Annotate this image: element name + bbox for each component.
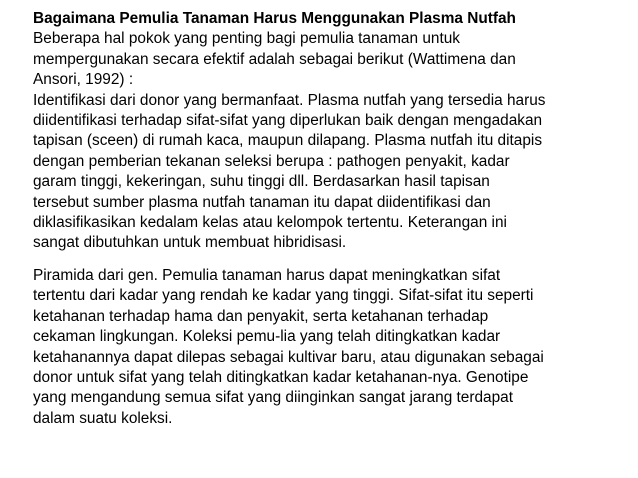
- slide-title: Bagaimana Pemulia Tanaman Harus Menggunakan Plasma Nutfah: [33, 10, 516, 27]
- paragraph-line: ketahanannya dapat dilepas sebagai kultivar baru, atau digunakan sebagai: [33, 348, 544, 366]
- paragraph-line: tapisan (sceen) di rumah kaca, maupun dilapang. Plasma nutfah itu ditapis: [33, 132, 543, 150]
- paragraph-line: garam tinggi, kekeringan, suhu tinggi dll. Berdasarkan hasil tapisan: [33, 173, 490, 191]
- paragraph-line: diidentifikasi terhadap sifat-sifat yang diperlukan baik dengan mengadakan: [33, 112, 543, 130]
- paragraph-line: tertentu dari kadar yang rendah ke kadar yang tinggi. Sifat-sifat itu seperti: [33, 287, 534, 305]
- gene-pyramid-paragraph: [33, 266, 633, 429]
- paragraph-line: cekaman lingkungan. Koleksi pemu-lia yang telah ditingkatkan kadar: [33, 328, 501, 346]
- paragraph-line: tersebut sumber plasma nutfah tanaman itu dapat diidentifikasi dan: [33, 193, 491, 211]
- intro-line: Ansori, 1992) :: [33, 71, 134, 89]
- identification-paragraph: [33, 91, 633, 254]
- paragraph-spacer: [33, 254, 633, 266]
- paragraph-line: diklasifikasikan kedalam kelas atau kelompok tertentu. Keterangan ini: [33, 214, 507, 232]
- paragraph-line: dalam suatu koleksi.: [33, 409, 173, 427]
- paragraph-line: yang mengandung semua sifat yang diinginkan sangat jarang terdapat: [33, 389, 514, 407]
- paragraph-line: Piramida dari gen. Pemulia tanaman harus dapat meningkatkan sifat: [33, 266, 501, 284]
- paragraph-line: ketahanan terhadap hama dan penyakit, serta ketahanan terhadap: [33, 307, 489, 325]
- paragraph-line: Identifikasi dari donor yang bermanfaat. Plasma nutfah yang tersedia harus: [33, 91, 546, 109]
- intro-line: mempergunakan secara efektif adalah sebagai berikut (Wattimena dan: [33, 50, 516, 68]
- paragraph-line: sangat dibutuhkan untuk membuat hibridisasi.: [33, 234, 347, 252]
- intro-line: Beberapa hal pokok yang penting bagi pemulia tanaman untuk: [33, 30, 460, 48]
- slide-content: [33, 9, 633, 429]
- paragraph-line: dengan pemberian tekanan seleksi berupa : pathogen penyakit, kadar: [33, 152, 510, 170]
- intro-paragraph: [33, 29, 633, 90]
- paragraph-line: donor untuk sifat yang telah ditingkatkan kadar ketahanan-nya. Genotipe: [33, 368, 529, 386]
